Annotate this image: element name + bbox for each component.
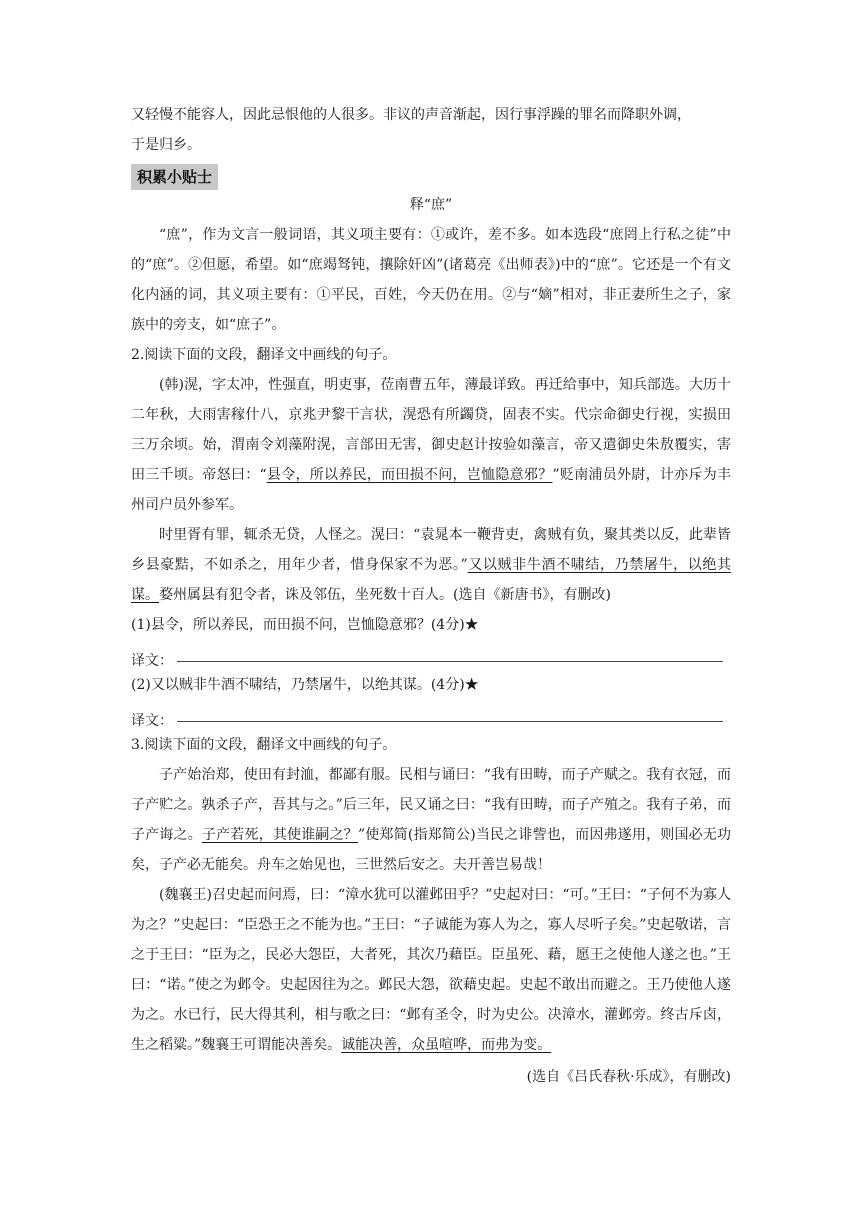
q3-p1-text-b: ”使郑简(指郑简公)当民之诽訾也，而因弗遂用，则国必无功矣，子产必无能矣。舟车之始见也，三世然后安之。夫开善岂易哉！ — [131, 827, 731, 873]
answer-line-1[interactable] — [131, 640, 731, 670]
tip-title: 释“庶” — [409, 197, 453, 213]
q3-p2-text-a: (魏襄王)召史起而问焉，曰：“漳水犹可以灌邺田乎？”史起对曰：“可。”王曰：“子何不为寡人为之？”史起曰：“臣恐王之不能为也。”王曰：“子诚能为寡人为之，寡人尽听子矣。”史起敬诺，言之于王曰：“臣为之，民必大怨臣，大者死，其次乃藉臣。臣虽死、藉，愿王之使他人遂之也。”王曰：“诺。”使之为邺令。史起因往为之。邺民大怨，欲藉史起。史起不敢出而避之。王乃使他人遂为之。水已行，民大得其利，相与歌之曰：“邺有圣令，时为史公。决漳水，灌邺旁。终古斥卤，生之稻粱。”魏襄王可谓能决善矣。 — [131, 887, 731, 1053]
q3-heading: 3.阅读下面的文段，翻译文中画线的句子。 — [131, 737, 397, 753]
q2-p1-text-a: (韩)滉，字太冲，性强直，明吏事，莅南曹五年，薄最详致。再迁给事中，知兵部选。大历十二年秋，大雨害稼什八，京兆尹黎干言状，滉恐有所蠲贷，固表不实。代宗命御史行视，实损田三万余顷。始，渭南令刘藻附滉，言部田无害，御史赵计按验如藻言，帝又遣御史朱敖覆实，害田三千顷。帝怒曰：“ — [131, 377, 731, 483]
answer-blank-2[interactable] — [177, 720, 723, 722]
q3-p2-underlined-sentence: 诚能决善，众虽喧哗，而弗为变。 — [341, 1037, 552, 1053]
tip-body: “庶”，作为文言一般词语，其义项主要有：①或许，差不多。如本选段“庶罔上行私之徒”中的“庶”。②但愿，希望。如“庶竭驽钝，攘除奸凶”(诸葛亮《出师表》)中的“庶”。它还是一个有文化内涵的词，其义项主要有：①平民，百姓，今天仍在用。②与“嫡”相对，非正妻所生之子，家族中的旁支，如“庶子”。 — [131, 227, 731, 333]
q2-sub-question-2: (2)又以贼非牛酒不啸结，乃禁屠牛，以绝其谋。(4分)★ — [131, 677, 479, 693]
q2-heading: 2.阅读下面的文段，翻译文中画线的句子。 — [131, 347, 397, 363]
answer-blank-1[interactable] — [177, 660, 723, 662]
q3-p1-text-a: 子产始治郑，使田有封洫，都鄙有服。民相与诵曰：“我有田畴，而子产赋之。我有衣冠，而子产贮之。孰杀子产，吾其与之。”后三年，民又诵之曰：“我有田畴，而子产殖之。我有子弟，而子产诲之。 — [131, 767, 731, 843]
q3-paragraph-2 — [131, 880, 731, 1060]
q3-source: (选自《吕氏春秋·乐成》，有删改) — [526, 1069, 731, 1085]
q2-sub-question-1: (1)县令，所以养民，而田损不问，岂恤隐意邪？(4分)★ — [131, 617, 479, 633]
intro-line-1: 又轻慢不能容人，因此忌恨他的人很多。非议的声音渐起，因行事浮躁的罪名而降职外调， — [131, 107, 691, 123]
q2-p2-text-a: 时里胥有罪，辄杀无贷，人怪之。滉曰：“袁晁本一鞭背吏，禽贼有负，聚其类以反，此辈皆乡县豪黠，不如杀之，用年少者，惜身保家不为恶。” — [131, 527, 731, 573]
tip-box-label: 积累小贴士 — [131, 164, 218, 190]
q2-p1-underlined-sentence: 县令，所以养民，而田损不问，岂恤隐意邪？ — [266, 467, 553, 483]
answer-line-2[interactable] — [131, 700, 731, 730]
q2-paragraph-2 — [131, 520, 731, 610]
q2-paragraph-1 — [131, 370, 731, 520]
page-content — [131, 100, 731, 1092]
q2-p1-text-b: ”贬南浦员外尉，计亦斥为丰州司户员外参军。 — [131, 467, 731, 513]
q3-paragraph-1 — [131, 760, 731, 880]
answer-label-1: 译文： — [131, 653, 173, 669]
q2-p2-underlined-sentence: 又以贼非牛酒不啸结，乃禁屠牛，以绝其谋。 — [131, 557, 732, 603]
answer-label-2: 译文： — [131, 713, 173, 729]
q3-p1-underlined-sentence: 子产若死，其使谁嗣之？ — [201, 827, 358, 843]
q2-p2-text-b: 婺州属县有犯令者，诛及邻伍，坐死数十百人。(选自《新唐书》，有删改) — [159, 587, 611, 603]
intro-line-2: 于是归乡。 — [131, 137, 201, 153]
